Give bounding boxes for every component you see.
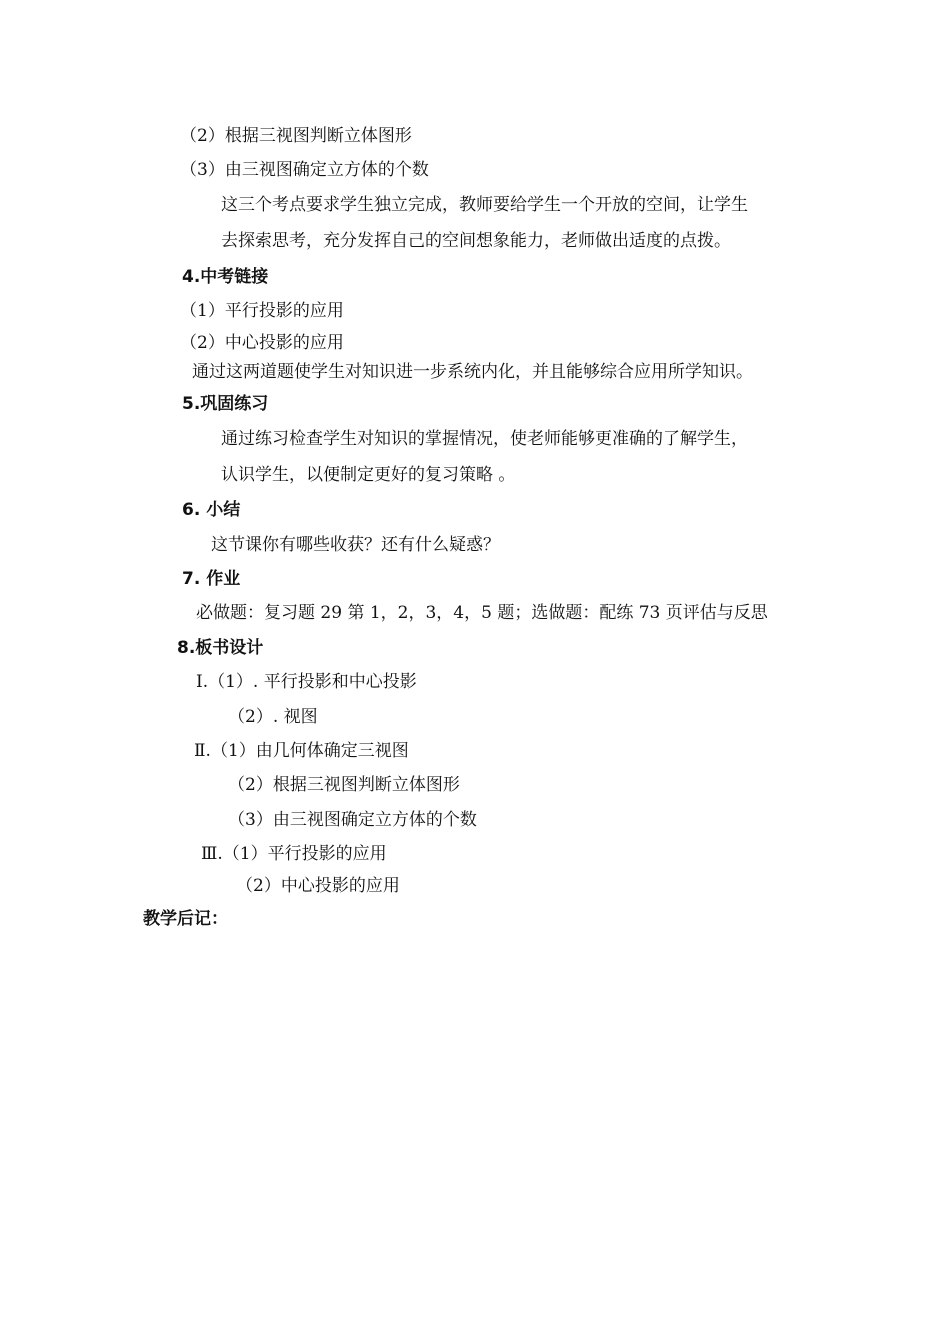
section-heading: 8.板书设计	[177, 638, 264, 658]
board-line: （2）中心投影的应用	[236, 876, 400, 896]
board-line: Ⅱ.（1）由几何体确定三视图	[194, 741, 409, 761]
section-heading: 6. 小结	[182, 500, 241, 520]
text-line: （2）中心投影的应用	[180, 333, 344, 353]
paragraph-line: 通过这两道题使学生对知识进一步系统内化，并且能够综合应用所学知识。	[192, 362, 753, 382]
section-heading: 7. 作业	[182, 569, 241, 589]
text-line: （1）平行投影的应用	[180, 301, 344, 321]
board-line: （3）由三视图确定立方体的个数	[228, 810, 477, 830]
paragraph-line: 去探索思考，充分发挥自己的空间想象能力，老师做出适度的点拨。	[221, 231, 731, 251]
paragraph-line: 必做题：复习题 29 第 1，2，3，4，5 题；选做题：配练 73 页评估与反思	[196, 603, 768, 623]
board-line: （2）根据三视图判断立体图形	[228, 775, 460, 795]
paragraph-line: 这节课你有哪些收获？还有什么疑惑？	[211, 535, 500, 555]
paragraph-line: 通过练习检查学生对知识的掌握情况，使老师能够更准确的了解学生，	[221, 429, 748, 449]
text-line: （3）由三视图确定立方体的个数	[180, 160, 429, 180]
section-heading: 4.中考链接	[182, 267, 269, 287]
board-line: （2）. 视图	[228, 707, 318, 727]
section-heading: 5.巩固练习	[182, 394, 269, 414]
afterword-heading: 教学后记：	[143, 909, 228, 929]
board-line: Ⅰ.（1）. 平行投影和中心投影	[196, 672, 417, 692]
text-line: （2）根据三视图判断立体图形	[180, 126, 412, 146]
board-line: Ⅲ.（1）平行投影的应用	[201, 844, 387, 864]
paragraph-line: 这三个考点要求学生独立完成，教师要给学生一个开放的空间，让学生	[221, 195, 748, 215]
paragraph-line: 认识学生，以便制定更好的复习策略 。	[221, 465, 516, 485]
